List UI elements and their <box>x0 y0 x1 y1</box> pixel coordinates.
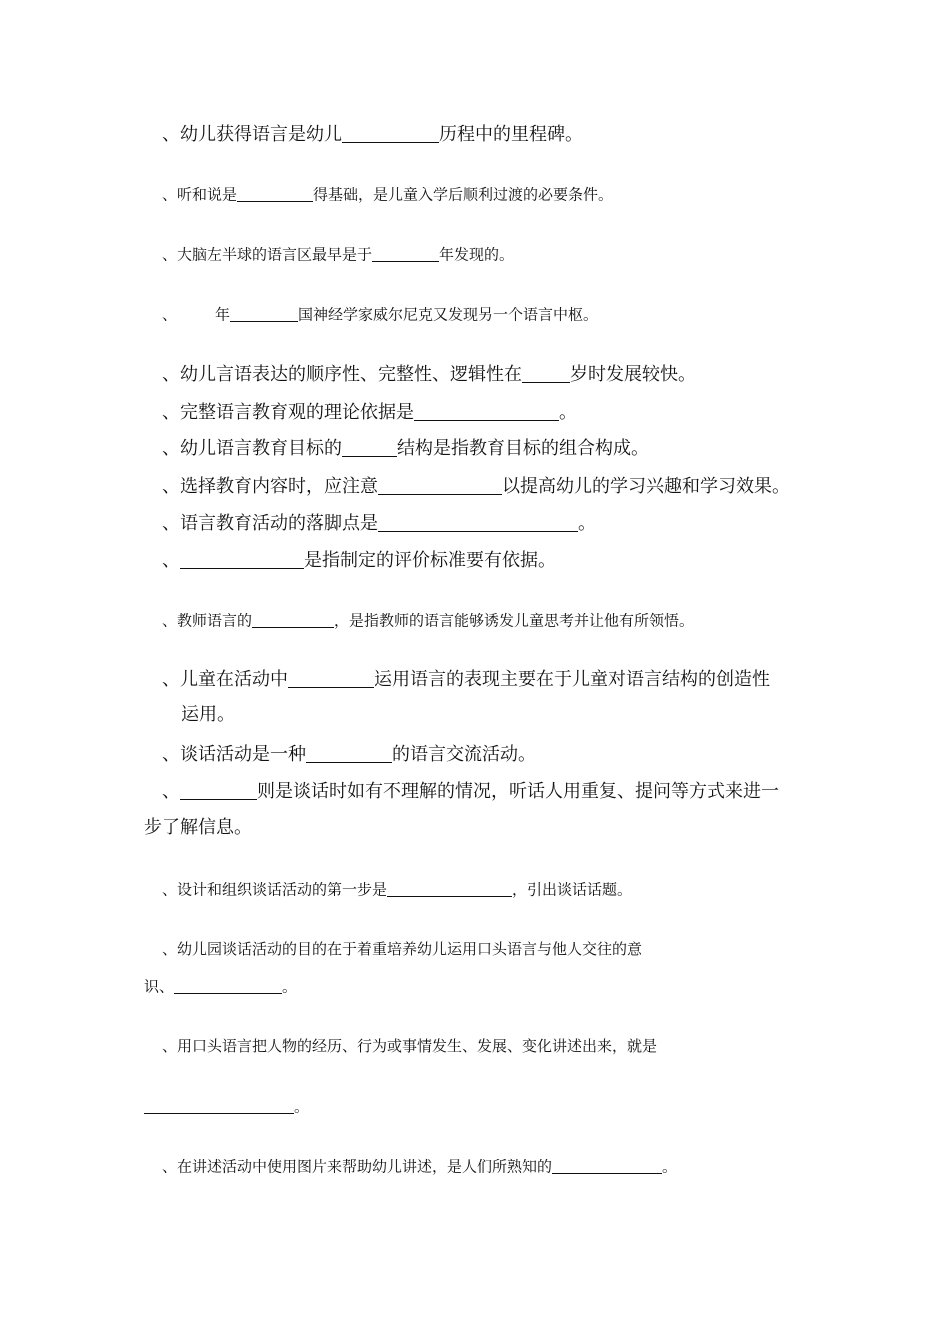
question-8 <box>162 476 790 496</box>
question-9-prefix: 、语言教育活动的落脚点是 <box>162 512 378 534</box>
question-4-suffix: 国神经学家威尔尼克又发现另一个语言中枢。 <box>298 305 599 324</box>
question-12-continuation: 运用。 <box>181 704 235 725</box>
question-6 <box>162 402 577 422</box>
question-7-suffix: 结构是指教育目标的组合构成。 <box>397 437 649 459</box>
question-13-blank[interactable] <box>306 744 392 763</box>
question-2-prefix: 、听和说是 <box>162 185 238 204</box>
question-10-blank[interactable] <box>180 550 304 569</box>
question-4-year-blank[interactable] <box>177 306 215 322</box>
question-6-blank[interactable] <box>414 402 559 421</box>
question-16: 、幼儿园谈话活动的目的在于着重培养幼儿运用口头语言与他人交往的意 <box>162 940 643 958</box>
question-18-prefix: 、在讲述活动中使用图片来帮助幼儿讲述，是人们所熟知的 <box>162 1157 553 1176</box>
question-14-suffix: 则是谈话时如有不理解的情况，听话人用重复、提问等方式来进一 <box>257 780 779 802</box>
question-2-blank[interactable] <box>237 186 313 202</box>
question-13 <box>162 744 536 764</box>
question-9-suffix: 。 <box>578 512 596 534</box>
question-5-suffix: 岁时发展较快。 <box>570 363 696 385</box>
question-16-cont-suffix: 。 <box>282 977 298 996</box>
question-8-prefix: 、选择教育内容时，应注意 <box>162 475 378 497</box>
question-18-suffix: 。 <box>662 1157 678 1176</box>
question-1-suffix: 历程中的里程碑。 <box>439 123 583 145</box>
question-5-blank[interactable] <box>522 364 570 383</box>
question-9-blank[interactable] <box>378 513 578 532</box>
question-13-prefix: 、谈话活动是一种 <box>162 743 306 765</box>
question-17-blank[interactable] <box>144 1098 294 1114</box>
question-3 <box>162 246 514 262</box>
question-3-blank[interactable] <box>372 246 439 262</box>
question-8-blank[interactable] <box>378 476 502 495</box>
question-13-suffix: 的语言交流活动。 <box>392 743 536 765</box>
question-12-blank[interactable] <box>288 669 374 688</box>
question-11-suffix: ，是指教师的语言能够诱发儿童思考并让他有所领悟。 <box>334 611 695 630</box>
question-4-blank[interactable] <box>230 306 298 322</box>
question-15-prefix: 、设计和组织谈话活动的第一步是 <box>162 880 388 899</box>
question-7 <box>162 438 649 458</box>
question-17-cont-suffix: 。 <box>294 1097 310 1116</box>
question-18 <box>162 1158 677 1174</box>
question-1-blank[interactable] <box>342 124 439 143</box>
question-2 <box>162 186 613 202</box>
question-15-suffix: ，引出谈话话题。 <box>512 880 633 899</box>
question-8-suffix: 以提高幼儿的学习兴趣和学习效果。 <box>502 475 790 497</box>
question-1-prefix: 、幼儿获得语言是幼儿 <box>162 123 342 145</box>
question-4 <box>162 306 598 322</box>
question-4-mid: 年 <box>215 305 231 324</box>
question-17: 、用口头语言把人物的经历、行为或事情发生、发展、变化讲述出来，就是 <box>162 1037 658 1055</box>
question-6-suffix: 。 <box>559 401 577 423</box>
question-7-blank[interactable] <box>342 438 397 457</box>
question-3-prefix: 、大脑左半球的语言区最早是于 <box>162 245 373 264</box>
question-5 <box>162 364 696 384</box>
question-11 <box>162 612 694 628</box>
question-1 <box>162 124 583 144</box>
question-12-suffix: 运用语言的表现主要在于儿童对语言结构的创造性 <box>374 668 770 690</box>
question-9 <box>162 513 596 533</box>
question-15 <box>162 881 632 897</box>
question-18-blank[interactable] <box>552 1158 662 1174</box>
question-14-continuation: 步了解信息。 <box>144 817 252 838</box>
question-4-prefix: 、 <box>162 305 178 324</box>
question-12 <box>162 669 770 689</box>
question-10-suffix: 是指制定的评价标准要有依据。 <box>304 549 556 571</box>
question-2-suffix: 得基础，是儿童入学后顺利过渡的必要条件。 <box>313 185 614 204</box>
question-15-blank[interactable] <box>387 881 512 897</box>
question-16-continuation <box>144 978 297 994</box>
question-7-prefix: 、幼儿语言教育目标的 <box>162 437 342 459</box>
question-16-blank[interactable] <box>174 978 282 994</box>
question-3-suffix: 年发现的。 <box>439 245 515 264</box>
question-10-prefix: 、 <box>162 549 180 571</box>
question-5-prefix: 、幼儿言语表达的顺序性、完整性、逻辑性在 <box>162 363 522 385</box>
question-14-blank[interactable] <box>180 781 257 800</box>
question-16-cont-prefix: 识、 <box>144 977 175 996</box>
question-10 <box>162 550 556 570</box>
question-12-prefix: 、儿童在活动中 <box>162 668 288 690</box>
question-14 <box>162 781 779 801</box>
question-17-continuation <box>144 1098 309 1114</box>
question-11-prefix: 、教师语言的 <box>162 611 253 630</box>
question-6-prefix: 、完整语言教育观的理论依据是 <box>162 401 414 423</box>
question-11-blank[interactable] <box>252 612 334 628</box>
question-14-prefix: 、 <box>162 780 180 802</box>
